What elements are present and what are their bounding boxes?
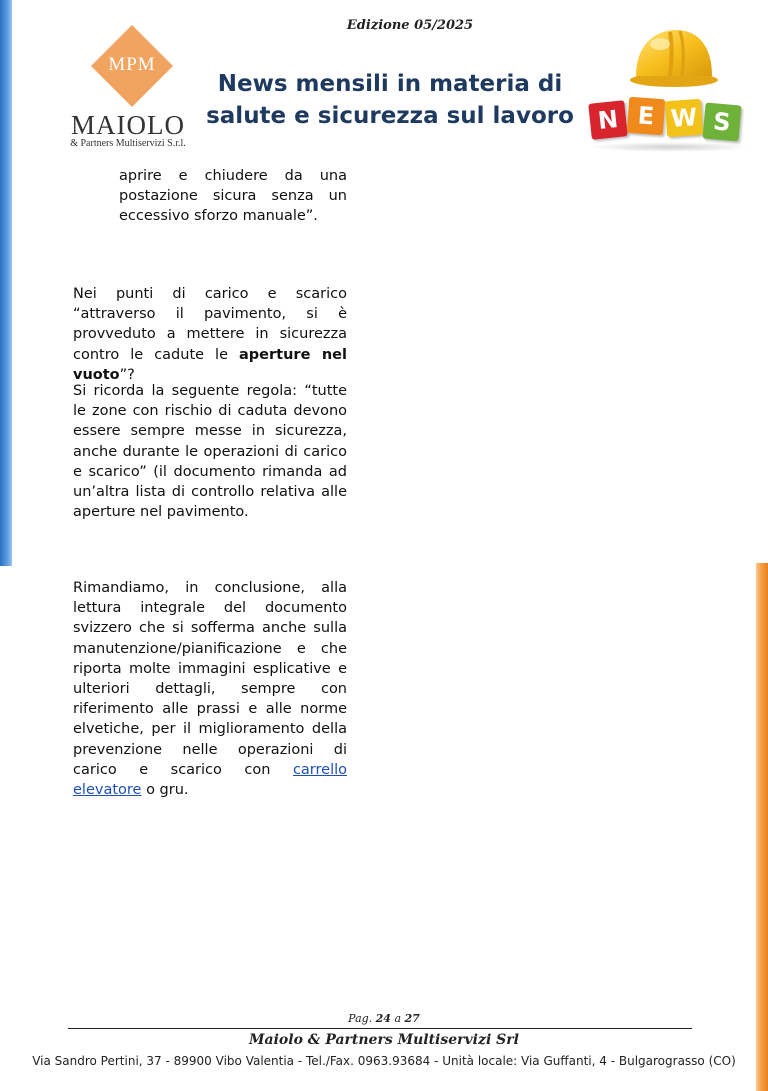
- logo-diamond: [90, 24, 174, 108]
- news-letter-s: S: [702, 102, 741, 141]
- news-illustration: [584, 18, 756, 158]
- news-shadow: [588, 142, 752, 152]
- news-letter-w: W: [665, 99, 703, 137]
- paragraph-question: [73, 284, 347, 385]
- paragraph-rule: Si ricorda la seguente regola: “tutte le zone con rischio di caduta devono essere sempre messe in sicurezza, anche durante le operazioni di carico e scarico” (il documento rimanda ad un’altra lista di controllo relativa alle aperture nel pavimento.: [73, 383, 347, 521]
- logo-subtitle: & Partners Multiservizi S.r.l.: [70, 138, 186, 149]
- hard-hat-icon: [626, 24, 718, 88]
- page-number: [0, 1012, 768, 1025]
- edition-label: Edizione 05/2025: [346, 18, 474, 33]
- left-decorative-bar: [0, 0, 12, 566]
- news-letter-n: N: [588, 100, 628, 140]
- question-text: Nei punti di carico e scarico “attraverso il pavimento, si è provveduto a mettere in sicurezza contro le cadute le: [73, 286, 347, 363]
- conclusion-text: Rimandiamo, in conclusione, alla lettura integrale del documento svizzero che si sofferma anche sulla manutenzione/pianificazione e che riporta molte immagini esplicative e ulteriori dettagli, sempre con riferimento alle prassi e alle norme elvetiche, per il miglioramento della prevenzione nelle operazioni di carico e scarico con: [73, 580, 347, 778]
- company-logo: [62, 24, 194, 149]
- paragraph-continuation: aprire e chiudere da una postazione sicura senza un eccessivo sforzo manuale”.: [119, 168, 347, 225]
- page-separator: a: [390, 1012, 405, 1025]
- footer-company: Maiolo & Partners Multiservizi Srl: [249, 1032, 519, 1048]
- news-letter-e: E: [627, 97, 665, 135]
- question-emphasis: aperture nel vuoto: [73, 346, 347, 383]
- footer-address: Via Sandro Pertini, 37 - 89900 Vibo Valentia - Tel./Fax. 0963.93684 - Unità locale: Via Guffanti, 4 - Bulgarograsso (CO): [32, 1054, 736, 1068]
- page-prefix: Pag.: [348, 1012, 376, 1025]
- logo-monogram: MPM: [108, 54, 156, 75]
- page-current: 24: [375, 1012, 391, 1025]
- newsletter-title: [200, 68, 580, 132]
- question-end: ”?: [119, 366, 135, 383]
- forklift-link[interactable]: carrello elevatore: [73, 761, 347, 799]
- footer-divider: [68, 1028, 692, 1029]
- paragraph-conclusion: [73, 578, 347, 800]
- title-line-1: News mensili in materia di: [217, 71, 563, 97]
- page-total: 27: [404, 1012, 420, 1025]
- conclusion-end: o gru.: [141, 782, 189, 799]
- logo-name: MAIOLO: [71, 110, 185, 140]
- title-line-2: salute e sicurezza sul lavoro: [206, 103, 574, 129]
